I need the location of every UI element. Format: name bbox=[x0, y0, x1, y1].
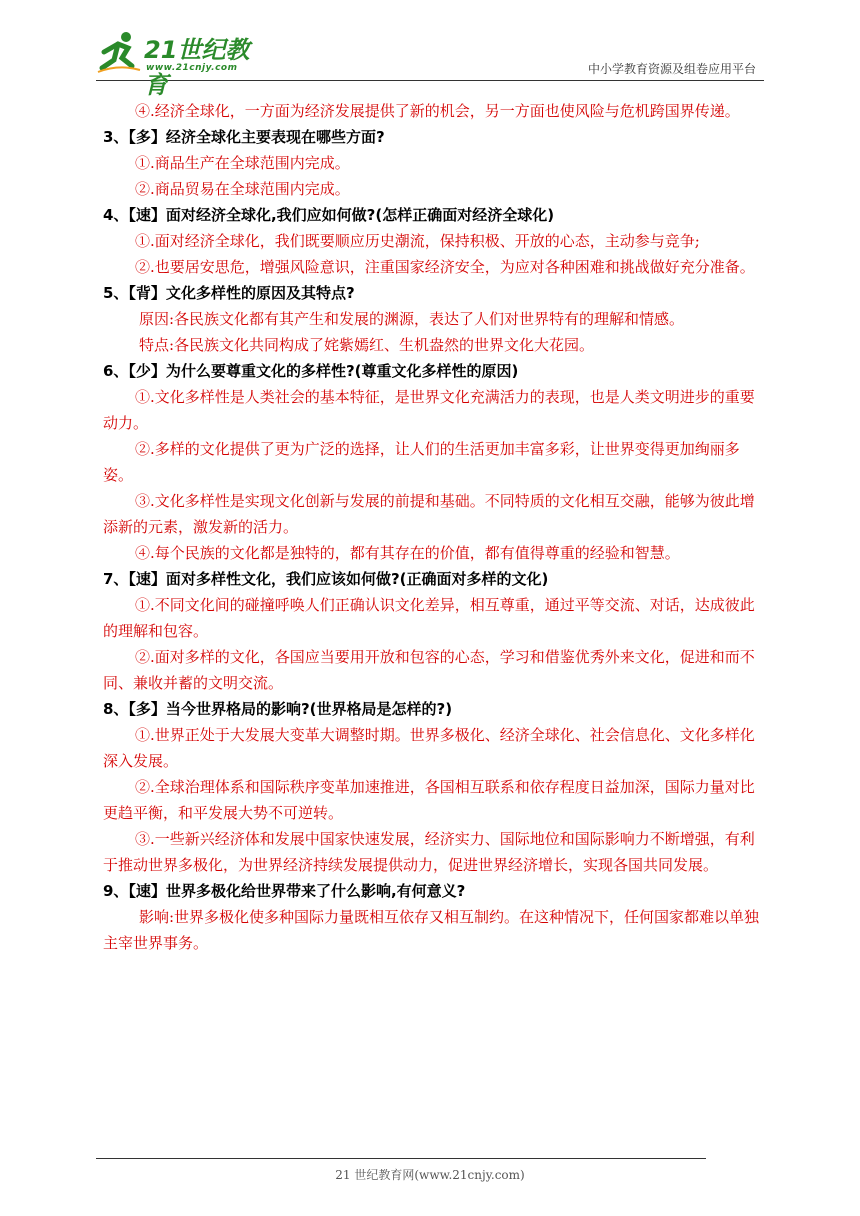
answer-paragraph: ①.世界正处于大发展大变革大调整时期。世界多极化、经济全球化、社会信息化、文化多样化深入发展。 bbox=[103, 726, 755, 770]
answer-paragraph: ②.多样的文化提供了更为广泛的选择，让人们的生活更加丰富多彩，让世界变得更加绚丽多姿。 bbox=[103, 440, 740, 484]
question-heading: 3、【多】经济全球化主要表现在哪些方面? bbox=[103, 128, 385, 146]
logo-text: 21世纪教育 bbox=[144, 36, 250, 99]
answer-paragraph: 特点:各民族文化共同构成了姹紫嫣红、生机盎然的世界文化大花园。 bbox=[139, 336, 595, 354]
document-body bbox=[103, 98, 763, 956]
answer-paragraph: ③.文化多样性是实现文化创新与发展的前提和基础。不同特质的文化相互交融，能够为彼此增添新的元素，激发新的活力。 bbox=[103, 492, 755, 536]
answer-paragraph: ④.每个民族的文化都是独特的，都有其存在的价值，都有值得尊重的经验和智慧。 bbox=[135, 544, 680, 562]
answer-paragraph: ①.面对经济全球化，我们既要顺应历史潮流，保持积极、开放的心态，主动参与竞争; bbox=[135, 232, 700, 250]
question-heading: 8、【多】当今世界格局的影响?(世界格局是怎样的?) bbox=[103, 700, 453, 718]
question-heading: 6、【少】为什么要尊重文化的多样性?(尊重文化多样性的原因) bbox=[103, 362, 519, 380]
answer-paragraph: ②.也要居安思危，增强风险意识，注重国家经济安全，为应对各种困难和挑战做好充分准备。 bbox=[135, 258, 755, 276]
answer-paragraph: ①.文化多样性是人类社会的基本特征，是世界文化充满活力的表现，也是人类文明进步的重要动力。 bbox=[103, 388, 755, 432]
answer-paragraph: ①.商品生产在全球范围内完成。 bbox=[135, 154, 350, 172]
answer-paragraph: ④.经济全球化，一方面为经济发展提供了新的机会，另一方面也使风险与危机跨国界传递。 bbox=[135, 102, 740, 120]
page-header bbox=[96, 28, 764, 99]
answer-paragraph: ②.全球治理体系和国际秩序变革加速推进，各国相互联系和依存程度日益加深，国际力量对比更趋平衡，和平发展大势不可逆转。 bbox=[103, 778, 755, 822]
answer-paragraph: ②.面对多样的文化，各国应当要用开放和包容的心态，学习和借鉴优秀外来文化，促进和而不同、兼收并蓄的文明交流。 bbox=[103, 648, 755, 692]
answer-paragraph: 影响:世界多极化使多种国际力量既相互依存又相互制约。在这种情况下，任何国家都难以单独主宰世界事务。 bbox=[103, 908, 760, 952]
question-heading: 4、【速】面对经济全球化,我们应如何做?(怎样正确面对经济全球化) bbox=[103, 206, 555, 224]
question-heading: 9、【速】世界多极化给世界带来了什么影响,有何意义? bbox=[103, 882, 466, 900]
logo bbox=[96, 28, 266, 99]
answer-paragraph: 原因:各民族文化都有其产生和发展的渊源，表达了人们对世界特有的理解和情感。 bbox=[139, 310, 685, 328]
runner-logo-icon bbox=[96, 30, 142, 74]
logo-url: www.21cnjy.com bbox=[146, 63, 238, 73]
platform-name: 中小学教育资源及组卷应用平台 bbox=[587, 62, 756, 76]
answer-paragraph: ①.不同文化间的碰撞呼唤人们正确认识文化差异，相互尊重，通过平等交流、对话，达成彼此的理解和包容。 bbox=[103, 596, 755, 640]
question-heading: 7、【速】面对多样性文化，我们应该如何做?(正确面对多样的文化) bbox=[103, 570, 549, 588]
answer-paragraph: ③.一些新兴经济体和发展中国家快速发展，经济实力、国际地位和国际影响力不断增强，有利于推动世界多极化，为世界经济持续发展提供动力，促进世界经济增长，实现各国共同发展。 bbox=[103, 830, 755, 874]
question-heading: 5、【背】文化多样性的原因及其特点? bbox=[103, 284, 355, 302]
footer-divider bbox=[96, 1158, 706, 1159]
page-footer: 21 世纪教育网(www.21cnjy.com) bbox=[335, 1168, 525, 1182]
answer-paragraph: ②.商品贸易在全球范围内完成。 bbox=[135, 180, 350, 198]
